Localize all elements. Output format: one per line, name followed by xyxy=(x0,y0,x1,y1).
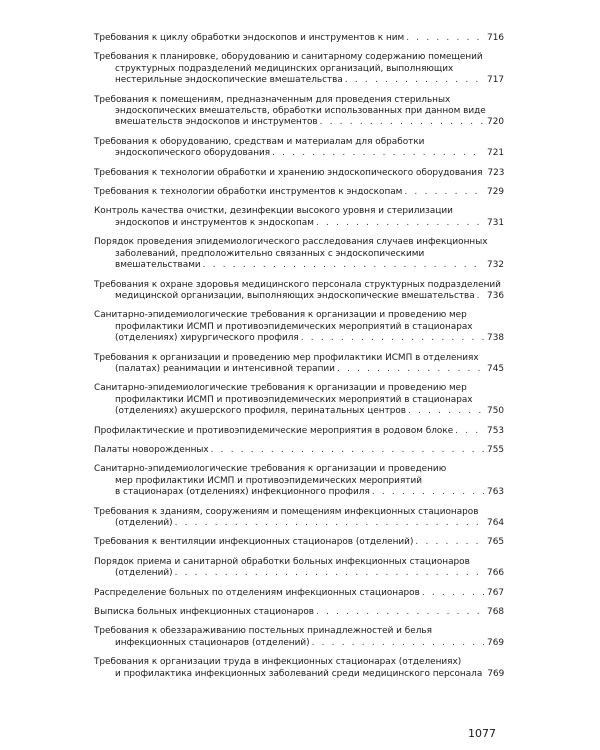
toc-entry-page: 717 xyxy=(487,75,504,86)
toc-entry-title: и профилактика инфекционных заболеваний среди медицинского персонала xyxy=(115,668,483,679)
toc-entry-line: Требования к организации и проведению мер профилактики ИСМП в отделениях xyxy=(94,352,479,363)
toc-entry-title: эндоскопов и инструментов к эндоскопам xyxy=(115,217,314,228)
toc-entry-page: 738 xyxy=(487,333,504,344)
dot-leader xyxy=(422,588,484,599)
toc-entry-page: 736 xyxy=(487,290,504,301)
toc-entry xyxy=(94,168,504,179)
toc-entry xyxy=(94,187,504,198)
dot-leader xyxy=(320,117,484,128)
toc-entry xyxy=(94,383,504,417)
toc-entry-title: медицинской организации, выполняющих эндоскопические вмешательства xyxy=(115,290,475,301)
toc-entry-page: 767 xyxy=(487,587,504,598)
toc-entry-page: 716 xyxy=(487,33,504,43)
toc-entry-line xyxy=(94,638,504,649)
toc-entry xyxy=(94,607,504,618)
dot-leader xyxy=(175,518,484,529)
toc-entry-page: 755 xyxy=(487,444,504,455)
toc-entry-line: Требования к оборудованию, средствам и материалам для обработки xyxy=(94,136,425,147)
toc-entry-page: 750 xyxy=(487,406,504,417)
toc-entry xyxy=(94,52,504,86)
toc-entry-line xyxy=(94,445,504,456)
toc-entry xyxy=(94,626,504,649)
toc-entry-line xyxy=(94,588,504,599)
toc-entry-page: 729 xyxy=(487,187,504,198)
toc-entry-page: 720 xyxy=(487,117,504,128)
toc-entry-title: (отделениях) хирургического профиля xyxy=(115,333,299,344)
toc-entry-title: вмешательствами xyxy=(115,260,201,271)
toc-entry-title: Палаты новорожденных xyxy=(94,444,209,455)
toc-entry-title: в стационарах (отделениях) инфекционного профиля xyxy=(115,487,370,498)
toc-entry-line: Требования к планировке, оборудованию и санитарному содержанию помещений xyxy=(94,52,483,63)
toc-entry-line xyxy=(94,117,504,128)
toc-entry xyxy=(94,537,504,548)
toc-entry-title: (отделениях) акушерского профиля, перинатальных центров xyxy=(115,406,407,417)
toc-entry-line xyxy=(94,518,504,529)
toc-entry-line: Порядок приема и санитарной обработки больных инфекционных стационаров xyxy=(94,556,470,567)
table-of-contents xyxy=(94,33,504,688)
toc-entry-page: 731 xyxy=(487,217,504,228)
dot-leader xyxy=(337,364,484,375)
toc-entry-line xyxy=(94,75,504,86)
toc-entry-title: (отделений) xyxy=(115,518,173,528)
toc-entry-line: мер профилактики ИСМП и противоэпидемических мероприятий xyxy=(115,475,422,486)
toc-entry xyxy=(94,464,504,498)
dot-leader xyxy=(211,445,484,456)
toc-entry-line: профилактики ИСМП и противоэпидемических мероприятий в стационарах xyxy=(115,394,473,405)
toc-entry-line: Требования к обеззараживанию постельных принадлежностей и белья xyxy=(94,626,432,637)
toc-entry-title: Профилактические и противоэпидемические мероприятия в родовом блоке xyxy=(94,425,454,436)
toc-entry-line xyxy=(94,426,504,437)
toc-entry-page: 745 xyxy=(487,363,504,374)
toc-entry-title: Выписка больных инфекционных стационаров xyxy=(94,607,315,618)
toc-entry-page: 765 xyxy=(487,537,504,548)
toc-entry xyxy=(94,588,504,599)
toc-entry xyxy=(94,137,504,160)
toc-entry-page: 723 xyxy=(487,167,504,178)
toc-entry-line: Требования к организации труда в инфекционных стационарах (отделениях) xyxy=(94,657,462,668)
toc-entry-title: Требования к технологии обработки и хранению эндоскопического оборудования xyxy=(94,167,483,178)
dot-leader xyxy=(316,218,484,229)
page-number: 1077 xyxy=(468,727,496,740)
toc-entry-line: Санитарно-эпидемиологические требования к организации и проведению xyxy=(94,464,447,475)
toc-entry-line: Требования к охране здоровья медицинского персонала структурных подразделений xyxy=(94,279,501,290)
dot-leader xyxy=(404,187,484,198)
dot-leader xyxy=(372,487,484,498)
dot-leader xyxy=(415,537,484,548)
toc-entry-line xyxy=(94,168,504,179)
toc-entry-line xyxy=(94,33,504,44)
toc-entry-page: 768 xyxy=(487,607,504,618)
toc-entry-title: Распределение больных по отделениям инфекционных стационаров xyxy=(94,587,420,598)
toc-entry-title: Требования к циклу обработки эндоскопов и инструментов к ним xyxy=(94,33,405,43)
toc-entry-line: заболеваний, предположительно связанных с эндоскопическими xyxy=(115,248,425,259)
toc-entry-line xyxy=(94,537,504,548)
toc-entry-line: Требования к помещениям, предназначенным для проведения стерильных xyxy=(94,94,451,105)
toc-entry xyxy=(94,426,504,437)
toc-entry-page: 769 xyxy=(487,668,504,679)
toc-entry-page: 732 xyxy=(487,260,504,271)
toc-entry-line: Санитарно-эпидемиологические требования к организации и проведению мер xyxy=(94,310,467,321)
toc-entry xyxy=(94,657,504,680)
toc-entry-title: эндоскопического оборудования xyxy=(115,148,271,159)
toc-entry-title: нестерильные эндоскопические вмешательства xyxy=(115,75,343,86)
toc-entry-page: 721 xyxy=(487,148,504,159)
toc-entry-title: инфекционных стационаров (отделений) xyxy=(115,637,310,648)
toc-entry-line xyxy=(94,291,504,302)
toc-entry xyxy=(94,33,504,44)
dot-leader xyxy=(312,638,484,649)
toc-entry-line xyxy=(94,406,504,417)
toc-entry-line xyxy=(94,218,504,229)
toc-entry-line: профилактики ИСМП и противоэпидемических мероприятий в стационарах xyxy=(115,321,473,332)
dot-leader xyxy=(316,607,484,618)
toc-entry-page: 769 xyxy=(487,637,504,648)
toc-entry-page: 766 xyxy=(487,568,504,579)
toc-entry-title: (отделений) xyxy=(115,568,173,579)
toc-entry-line: эндоскопических вмешательств, обработки использованных при данном виде xyxy=(115,106,486,117)
toc-entry-title: вмешательств эндоскопов и инструментов xyxy=(115,117,318,128)
toc-entry-title: (палатах) реанимации и интенсивной терапии xyxy=(115,363,335,374)
toc-entry xyxy=(94,445,504,456)
toc-entry-page: 763 xyxy=(487,487,504,498)
toc-entry xyxy=(94,507,504,530)
dot-leader xyxy=(301,333,484,344)
toc-entry-line xyxy=(94,669,504,680)
toc-entry-line: Требования к зданиям, сооружениям и помещениям инфекционных стационаров xyxy=(94,506,479,517)
dot-leader xyxy=(408,406,484,417)
toc-entry-page: 753 xyxy=(487,425,504,436)
toc-entry-line xyxy=(94,364,504,375)
toc-entry-page: 764 xyxy=(487,518,504,528)
toc-entry xyxy=(94,557,504,580)
toc-entry-line: структурных подразделений медицинских организаций, выполняющих xyxy=(115,63,454,74)
toc-entry xyxy=(94,95,504,129)
dot-leader xyxy=(203,260,484,271)
toc-entry-line xyxy=(94,148,504,159)
toc-entry-line xyxy=(94,333,504,344)
toc-entry-line: Контроль качества очистки, дезинфекции высокого уровня и стерилизации xyxy=(94,206,453,217)
dot-leader xyxy=(477,291,484,302)
dot-leader xyxy=(406,33,484,44)
toc-entry xyxy=(94,353,504,376)
toc-entry-line xyxy=(94,187,504,198)
toc-entry xyxy=(94,237,504,271)
toc-entry xyxy=(94,310,504,344)
toc-entry-title: Требования к технологии обработки инструментов к эндоскопам xyxy=(94,187,403,198)
toc-entry xyxy=(94,280,504,303)
toc-entry-line: Порядок проведения эпидемиологического расследования случаев инфекционных xyxy=(94,237,488,248)
dot-leader xyxy=(345,75,484,86)
toc-entry-line: Санитарно-эпидемиологические требования к организации и проведению мер xyxy=(94,383,467,394)
dot-leader xyxy=(272,148,484,159)
dot-leader xyxy=(455,426,484,437)
toc-entry-line xyxy=(94,260,504,271)
toc-entry-title: Требования к вентиляции инфекционных стационаров (отделений) xyxy=(94,537,414,548)
toc-entry xyxy=(94,206,504,229)
dot-leader xyxy=(175,568,484,579)
toc-entry-line xyxy=(94,487,504,498)
toc-entry-line xyxy=(94,607,504,618)
toc-entry-line xyxy=(94,568,504,579)
